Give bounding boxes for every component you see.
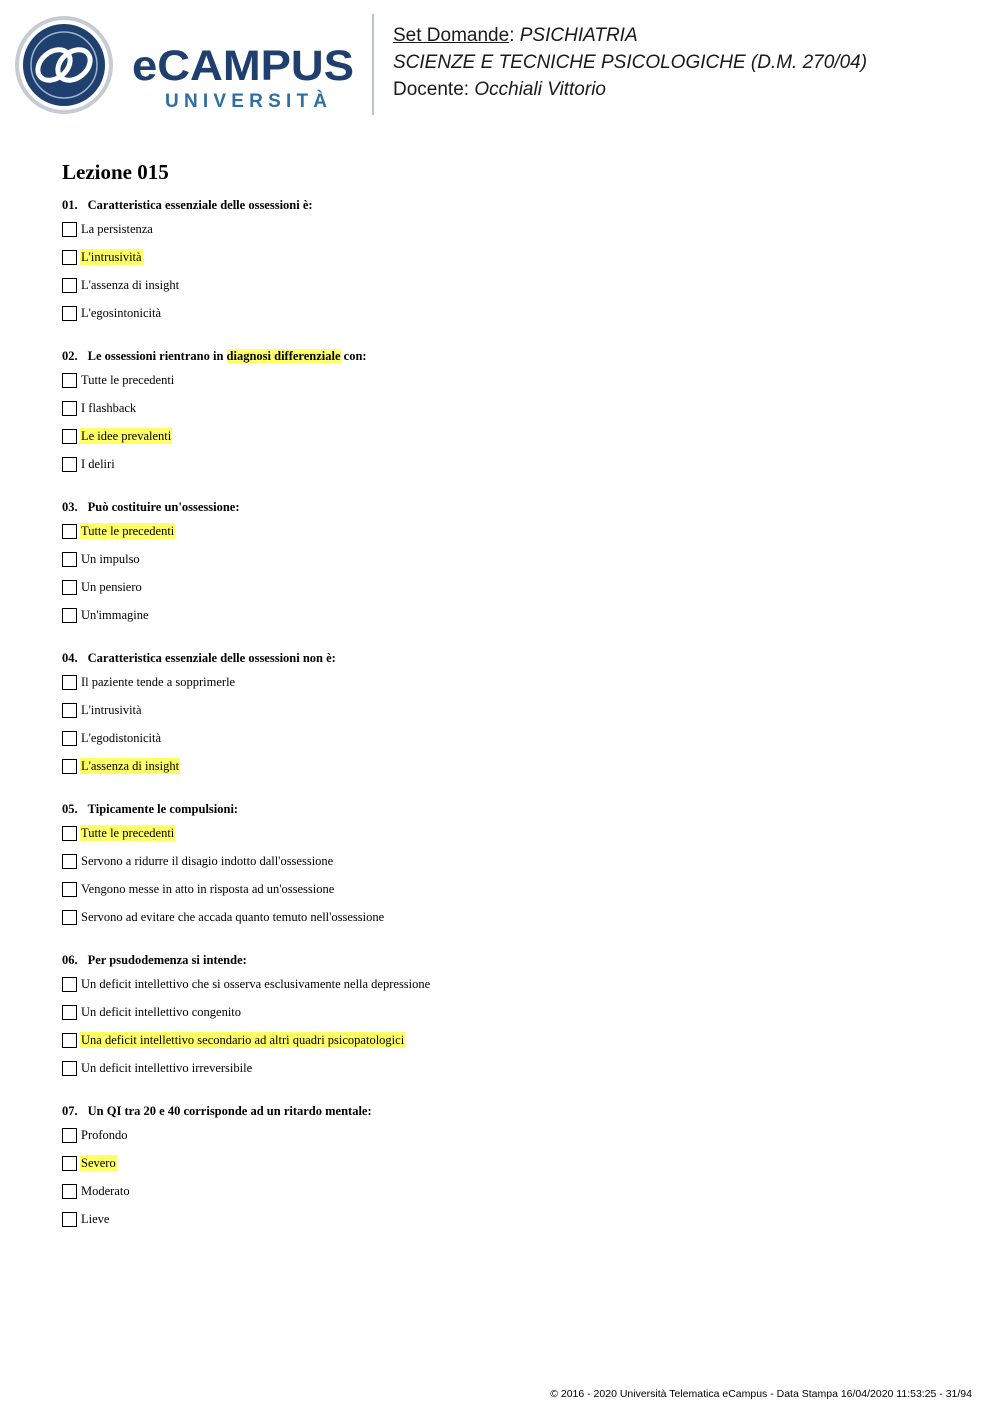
question-block — [62, 498, 962, 649]
answer-checkbox[interactable] — [62, 429, 77, 444]
answer-option[interactable] — [62, 523, 962, 551]
answer-checkbox[interactable] — [62, 608, 77, 623]
answer-checkbox[interactable] — [62, 703, 77, 718]
question-text-part: Tipicamente le compulsioni: — [87, 802, 239, 816]
answer-checkbox[interactable] — [62, 1005, 77, 1020]
question-number: 03. — [62, 500, 78, 514]
answer-label: Servono ad evitare che accada quanto temuto nell'ossessione — [81, 910, 385, 924]
answer-option[interactable] — [62, 277, 962, 305]
answer-checkbox[interactable] — [62, 675, 77, 690]
answer-option[interactable] — [62, 400, 962, 428]
answer-label: L'assenza di insight — [81, 759, 180, 773]
answer-option[interactable] — [62, 758, 962, 786]
question-block — [62, 196, 962, 347]
teacher-name: Occhiali Vittorio — [474, 79, 606, 100]
answer-option[interactable] — [62, 825, 962, 853]
question-text — [62, 196, 962, 221]
answer-option[interactable] — [62, 1032, 962, 1060]
ecampus-logo — [14, 14, 359, 116]
question-text-part: con: — [340, 349, 367, 363]
set-label: Set Domande — [393, 25, 510, 46]
answer-checkbox[interactable] — [62, 250, 77, 265]
set-value: PSICHIATRIA — [519, 25, 638, 46]
question-text — [62, 1102, 962, 1127]
answer-checkbox[interactable] — [62, 731, 77, 746]
question-number: 02. — [62, 349, 78, 363]
answer-label: Le idee prevalenti — [81, 429, 172, 443]
answer-label: Un pensiero — [81, 580, 142, 594]
answer-label: Una deficit intellettivo secondario ad altri quadri psicopatologici — [81, 1033, 405, 1047]
question-block — [62, 347, 962, 498]
answer-checkbox[interactable] — [62, 401, 77, 416]
answer-option[interactable] — [62, 1183, 962, 1211]
answer-label: Tutte le precedenti — [81, 373, 175, 387]
answer-checkbox[interactable] — [62, 1128, 77, 1143]
answer-label: Tutte le precedenti — [81, 826, 175, 840]
answer-checkbox[interactable] — [62, 580, 77, 595]
answer-label: L'intrusività — [81, 250, 142, 264]
answer-option[interactable] — [62, 853, 962, 881]
question-number: 07. — [62, 1104, 78, 1118]
answer-option[interactable] — [62, 976, 962, 1004]
answer-label: Profondo — [81, 1128, 128, 1142]
question-text-part: diagnosi differenziale — [226, 349, 341, 363]
answer-option[interactable] — [62, 881, 962, 909]
answer-option[interactable] — [62, 372, 962, 400]
answer-checkbox[interactable] — [62, 222, 77, 237]
header-divider — [372, 14, 374, 115]
question-text-part: Un QI tra 20 e 40 corrisponde ad un ritardo mentale: — [87, 1104, 372, 1118]
question-block — [62, 1102, 962, 1253]
footer: © 2016 - 2020 Università Telematica eCampus - Data Stampa 16/04/2020 11:53:25 - 31/94 — [550, 1388, 972, 1400]
question-block — [62, 649, 962, 800]
answer-option[interactable] — [62, 730, 962, 758]
answer-option[interactable] — [62, 1155, 962, 1183]
logo-brand-text: eCAMPUS — [132, 42, 354, 90]
answer-option[interactable] — [62, 221, 962, 249]
answer-checkbox[interactable] — [62, 759, 77, 774]
answer-checkbox[interactable] — [62, 373, 77, 388]
question-text — [62, 347, 962, 372]
logo-sub-text: UNIVERSITÀ — [165, 91, 327, 112]
answer-checkbox[interactable] — [62, 977, 77, 992]
question-text — [62, 800, 962, 825]
answer-label: Moderato — [81, 1184, 130, 1198]
question-number: 06. — [62, 953, 78, 967]
answer-checkbox[interactable] — [62, 1156, 77, 1171]
question-text-part: Caratteristica essenziale delle ossessioni è: — [87, 198, 313, 212]
answer-option[interactable] — [62, 428, 962, 456]
answer-label: Un impulso — [81, 552, 140, 566]
question-number: 04. — [62, 651, 78, 665]
teacher-line: Docente: Occhiali Vittorio — [393, 79, 606, 100]
answer-option[interactable] — [62, 249, 962, 277]
answer-checkbox[interactable] — [62, 278, 77, 293]
question-text — [62, 951, 962, 976]
answer-checkbox[interactable] — [62, 1033, 77, 1048]
answer-label: L'egosintonicità — [81, 306, 162, 320]
answer-label: Lieve — [81, 1212, 110, 1226]
answer-checkbox[interactable] — [62, 854, 77, 869]
answer-checkbox[interactable] — [62, 1184, 77, 1199]
answer-label: I flashback — [81, 401, 137, 415]
set-line: Set Domande: PSICHIATRIA — [393, 25, 638, 46]
teacher-label: Docente — [393, 79, 464, 100]
answer-option[interactable] — [62, 551, 962, 579]
course-name: SCIENZE E TECNICHE PSICOLOGICHE (D.M. 270/04) — [393, 52, 868, 73]
answer-option[interactable] — [62, 305, 962, 333]
answer-label: Vengono messe in atto in risposta ad un'ossessione — [81, 882, 335, 896]
answer-option[interactable] — [62, 607, 962, 635]
answer-label: Un deficit intellettivo irreversibile — [81, 1061, 253, 1075]
answer-label: L'intrusività — [81, 703, 142, 717]
answer-label: Tutte le precedenti — [81, 524, 175, 538]
question-text — [62, 649, 962, 674]
answer-label: Un'immagine — [81, 608, 149, 622]
answer-checkbox[interactable] — [62, 306, 77, 321]
answer-option[interactable] — [62, 579, 962, 607]
course-line — [393, 49, 867, 76]
question-text-part: Le ossessioni rientrano in — [87, 349, 227, 363]
answer-option[interactable] — [62, 1004, 962, 1032]
answer-checkbox[interactable] — [62, 826, 77, 841]
question-number: 05. — [62, 802, 78, 816]
answer-checkbox[interactable] — [62, 524, 77, 539]
answer-checkbox[interactable] — [62, 457, 77, 472]
question-text-part: Per psudodemenza si intende: — [87, 953, 247, 967]
answer-label: Servono a ridurre il disagio indotto dall'ossessione — [81, 854, 334, 868]
answer-option[interactable] — [62, 1127, 962, 1155]
answer-checkbox[interactable] — [62, 1061, 77, 1076]
answer-label: Il paziente tende a sopprimerle — [81, 675, 236, 689]
answer-option[interactable] — [62, 674, 962, 702]
answer-option[interactable] — [62, 702, 962, 730]
question-block — [62, 800, 962, 951]
answer-label: Severo — [81, 1156, 116, 1170]
ecampus-seal-icon — [15, 16, 113, 114]
question-list — [62, 196, 962, 1253]
answer-checkbox[interactable] — [62, 552, 77, 567]
question-number: 01. — [62, 198, 78, 212]
header-info — [393, 22, 867, 103]
question-text-part: Caratteristica essenziale delle ossessioni non è: — [87, 651, 336, 665]
question-text-part: Può costituire un'ossessione: — [87, 500, 240, 514]
answer-checkbox[interactable] — [62, 882, 77, 897]
answer-checkbox[interactable] — [62, 1212, 77, 1227]
answer-label: La persistenza — [81, 222, 153, 236]
question-text — [62, 498, 962, 523]
answer-label: L'assenza di insight — [81, 278, 180, 292]
answer-label: I deliri — [81, 457, 115, 471]
lesson-title: Lezione 015 — [62, 160, 169, 184]
answer-label: L'egodistonicità — [81, 731, 162, 745]
answer-checkbox[interactable] — [62, 910, 77, 925]
answer-option[interactable] — [62, 1211, 962, 1239]
answer-option[interactable] — [62, 456, 962, 484]
answer-option[interactable] — [62, 1060, 962, 1088]
answer-label: Un deficit intellettivo che si osserva esclusivamente nella depressione — [81, 977, 431, 991]
answer-label: Un deficit intellettivo congenito — [81, 1005, 242, 1019]
question-block — [62, 951, 962, 1102]
answer-option[interactable] — [62, 909, 962, 937]
